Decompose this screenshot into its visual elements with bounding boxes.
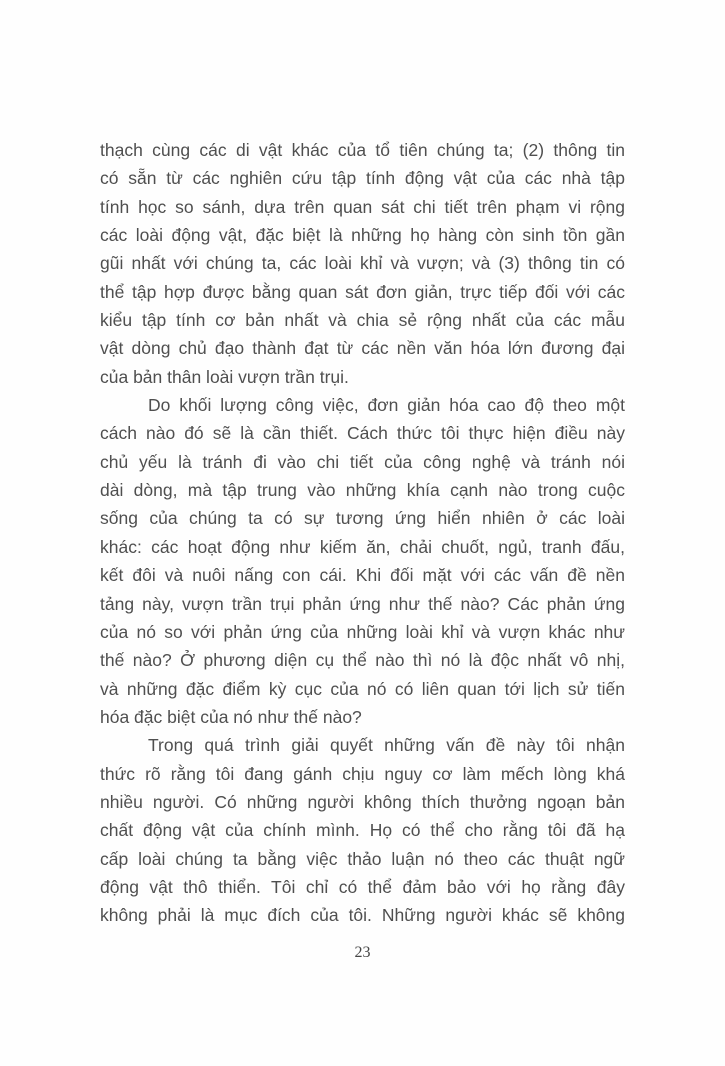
text-line: Trong quá trình giải quyết những vấn đề này tôi nhận (148, 735, 625, 756)
paragraph (100, 136, 625, 391)
text-line: thạch cùng các di vật khác của tổ tiên chúng ta; (2) thông tin (100, 140, 625, 160)
text-line: thể tập hợp được bằng quan sát đơn giản, trực tiếp đối với các (100, 281, 625, 302)
paragraph (100, 731, 625, 929)
text-line: tảng này, vượn trần trụi phản ứng như thế nào? Các phản ứng (100, 593, 625, 614)
text-line: động vật thô thiển. Tôi chỉ có thể đảm bảo với họ rằng đây (100, 876, 625, 897)
text-line: tính học so sánh, dựa trên quan sát chi tiết trên phạm vi rộng (100, 196, 625, 217)
text-line: hóa đặc biệt của nó như thế nào? (100, 706, 362, 727)
text-line: sống của chúng ta có sự tương ứng hiển nhiên ở các loài (100, 508, 625, 529)
text-line: có sẵn từ các nghiên cứu tập tính động vật của các nhà tập (100, 168, 625, 189)
text-line: thế nào? Ở phương diện cụ thể nào thì nó là độc nhất vô nhị, (100, 650, 625, 671)
text-line: nhiều người. Có những người không thích thưởng ngoạn bản (100, 791, 625, 812)
text-line: của bản thân loài vượn trần trụi. (100, 366, 349, 387)
text-line: thức rõ rằng tôi đang gánh chịu nguy cơ làm mếch lòng khá (100, 763, 625, 784)
text-line: kết đôi và nuôi nấng con cái. Khi đối mặt với các vấn đề nền (100, 565, 625, 586)
paragraph (100, 391, 625, 731)
text-line: cấp loài chúng ta bằng việc thảo luận nó theo các thuật ngữ (100, 848, 625, 869)
text-line: gũi nhất với chúng ta, các loài khỉ và vượn; và (3) thông tin có (100, 253, 625, 274)
text-line: chất động vật của chính mình. Họ có thể cho rằng tôi đã hạ (100, 820, 625, 841)
text-line: vật dòng chủ đạo thành đạt từ các nền văn hóa lớn đương đại (100, 338, 625, 359)
text-line: cách nào đó sẽ là cần thiết. Cách thức tôi thực hiện điều này (100, 423, 625, 444)
text-line: chủ yếu là tránh đi vào chi tiết của công nghệ và tránh nói (100, 451, 625, 472)
text-line: Do khối lượng công việc, đơn giản hóa cao độ theo một (148, 395, 625, 416)
text-line: các loài động vật, đặc biệt là những họ hàng còn sinh tồn gần (100, 225, 625, 246)
text-line: kiểu tập tính cơ bản nhất và chia sẻ rộng nhất của các mẫu (100, 310, 625, 331)
text-line: khác: các hoạt động như kiếm ăn, chải chuốt, ngủ, tranh đấu, (100, 536, 625, 557)
page-number: 23 (354, 944, 371, 961)
text-line: dài dòng, mà tập trung vào những khía cạnh nào trong cuộc (100, 480, 625, 501)
text-line: của nó so với phản ứng của những loài khỉ và vượn khác như (100, 621, 625, 642)
text-line: và những đặc điểm kỳ cục của nó có liên quan tới lịch sử tiến (100, 678, 625, 699)
page-body (100, 136, 625, 930)
text-line: không phải là mục đích của tôi. Những người khác sẽ không (100, 905, 625, 926)
